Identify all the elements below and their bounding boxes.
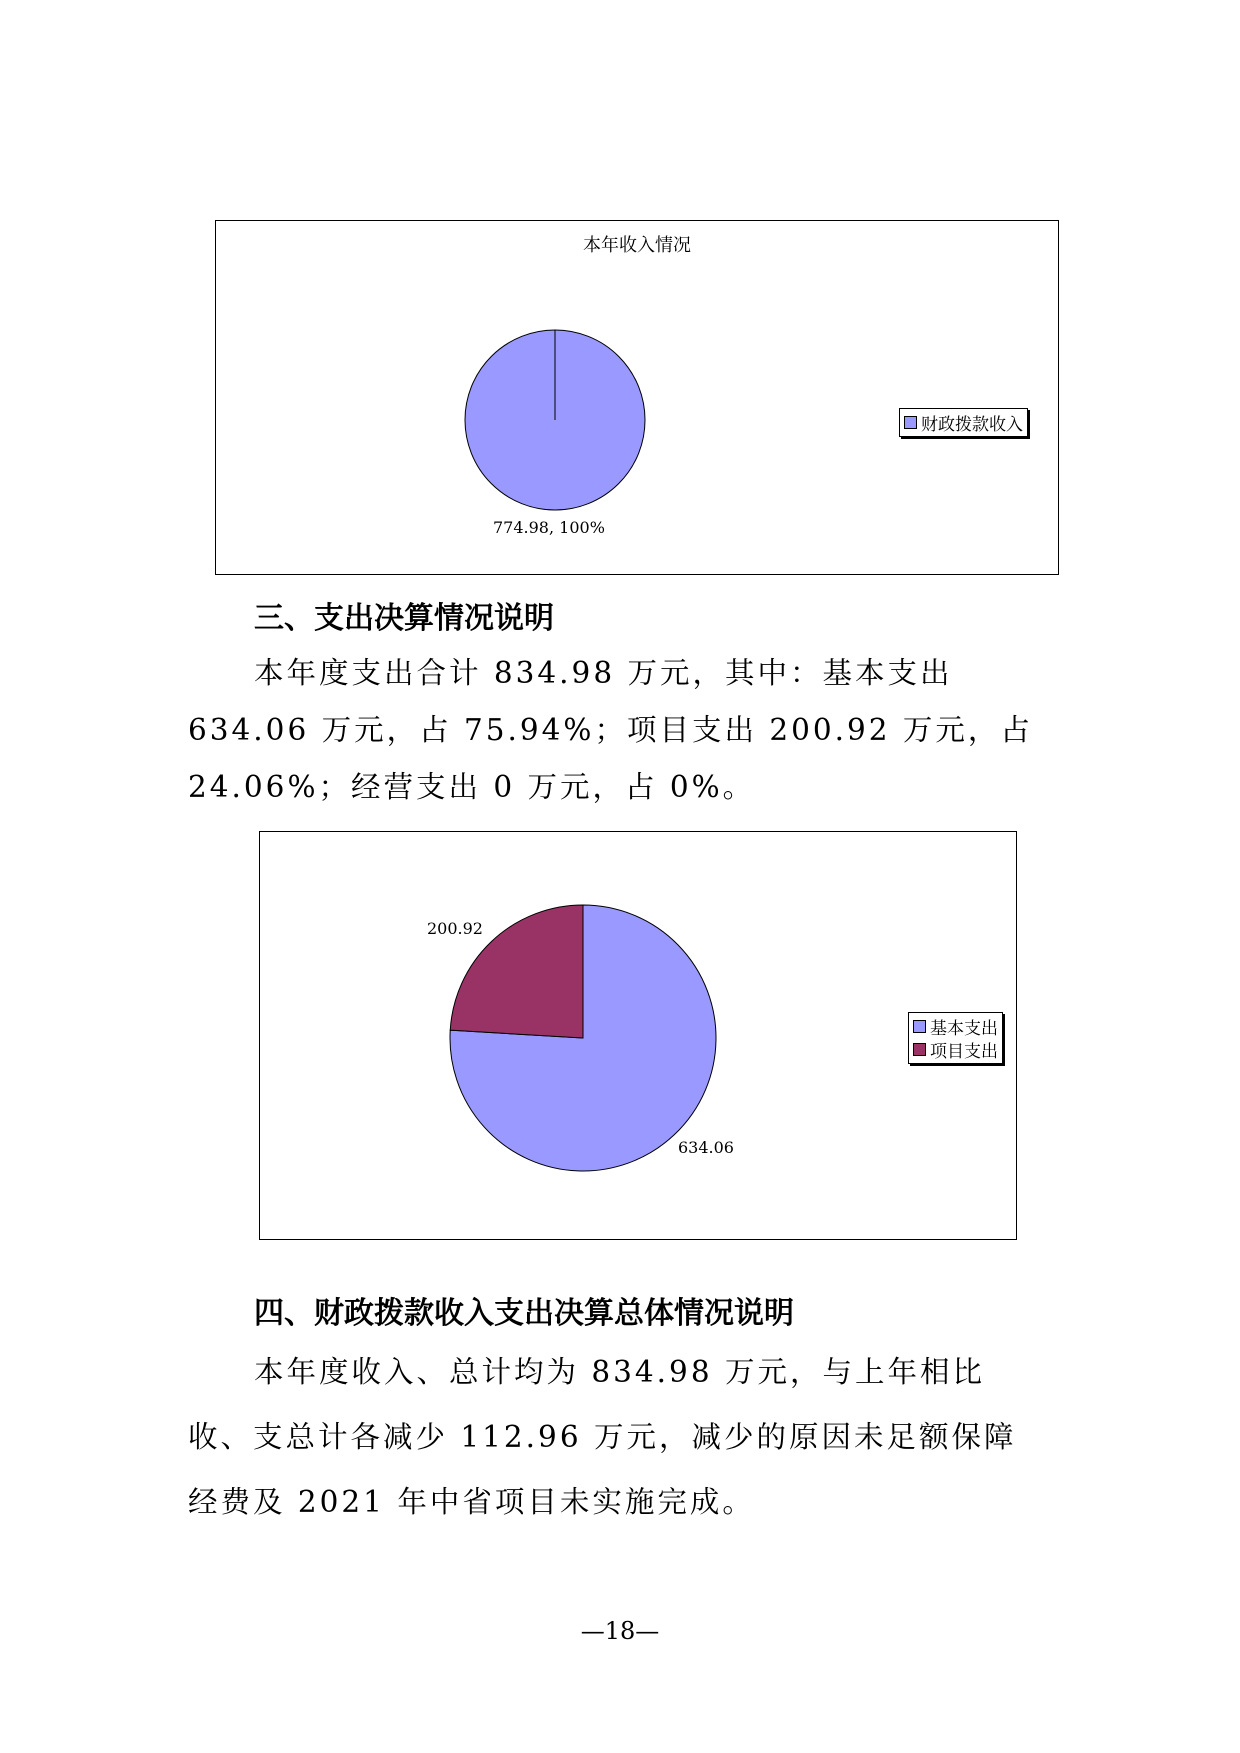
legend-item	[904, 411, 1023, 434]
chart-title: 本年收入情况	[583, 235, 691, 256]
data-label: 634.06	[678, 1138, 734, 1157]
section-paragraph: 本年度支出合计 834.98 万元，其中：基本支出 634.06 万元，占 75.94%；项目支出 200.92 万元，占 24.06%；经营支出 0 万元，占 0%。	[188, 656, 1033, 804]
income-chart	[215, 220, 1059, 575]
section-paragraph: 本年度收入、总计均为 834.98 万元，与上年相比收、支总计各减少 112.96 万元，减少的原因未足额保障经费及 2021 年中省项目未实施完成。	[188, 1355, 1017, 1519]
data-label: 200.92	[427, 919, 483, 938]
legend-item	[913, 1015, 998, 1038]
legend-swatch-icon	[913, 1043, 926, 1056]
section-heading: 四、财政拨款收入支出决算总体情况说明	[254, 1296, 794, 1331]
legend	[899, 408, 1028, 437]
legend-swatch-icon	[913, 1020, 926, 1033]
legend-swatch-icon	[904, 416, 917, 429]
legend-label: 项目支出	[930, 1042, 998, 1062]
expenditure-pie-svg	[260, 832, 1018, 1241]
page-number: —18—	[580, 1617, 660, 1645]
legend-label: 财政拨款收入	[921, 415, 1023, 435]
expenditure-chart	[259, 831, 1017, 1240]
legend-label: 基本支出	[930, 1019, 998, 1039]
legend	[908, 1012, 1003, 1064]
data-label: 774.98, 100%	[493, 518, 605, 537]
section-heading: 三、支出决算情况说明	[254, 601, 554, 636]
income-pie-svg	[216, 221, 1060, 576]
legend-item	[913, 1038, 998, 1061]
